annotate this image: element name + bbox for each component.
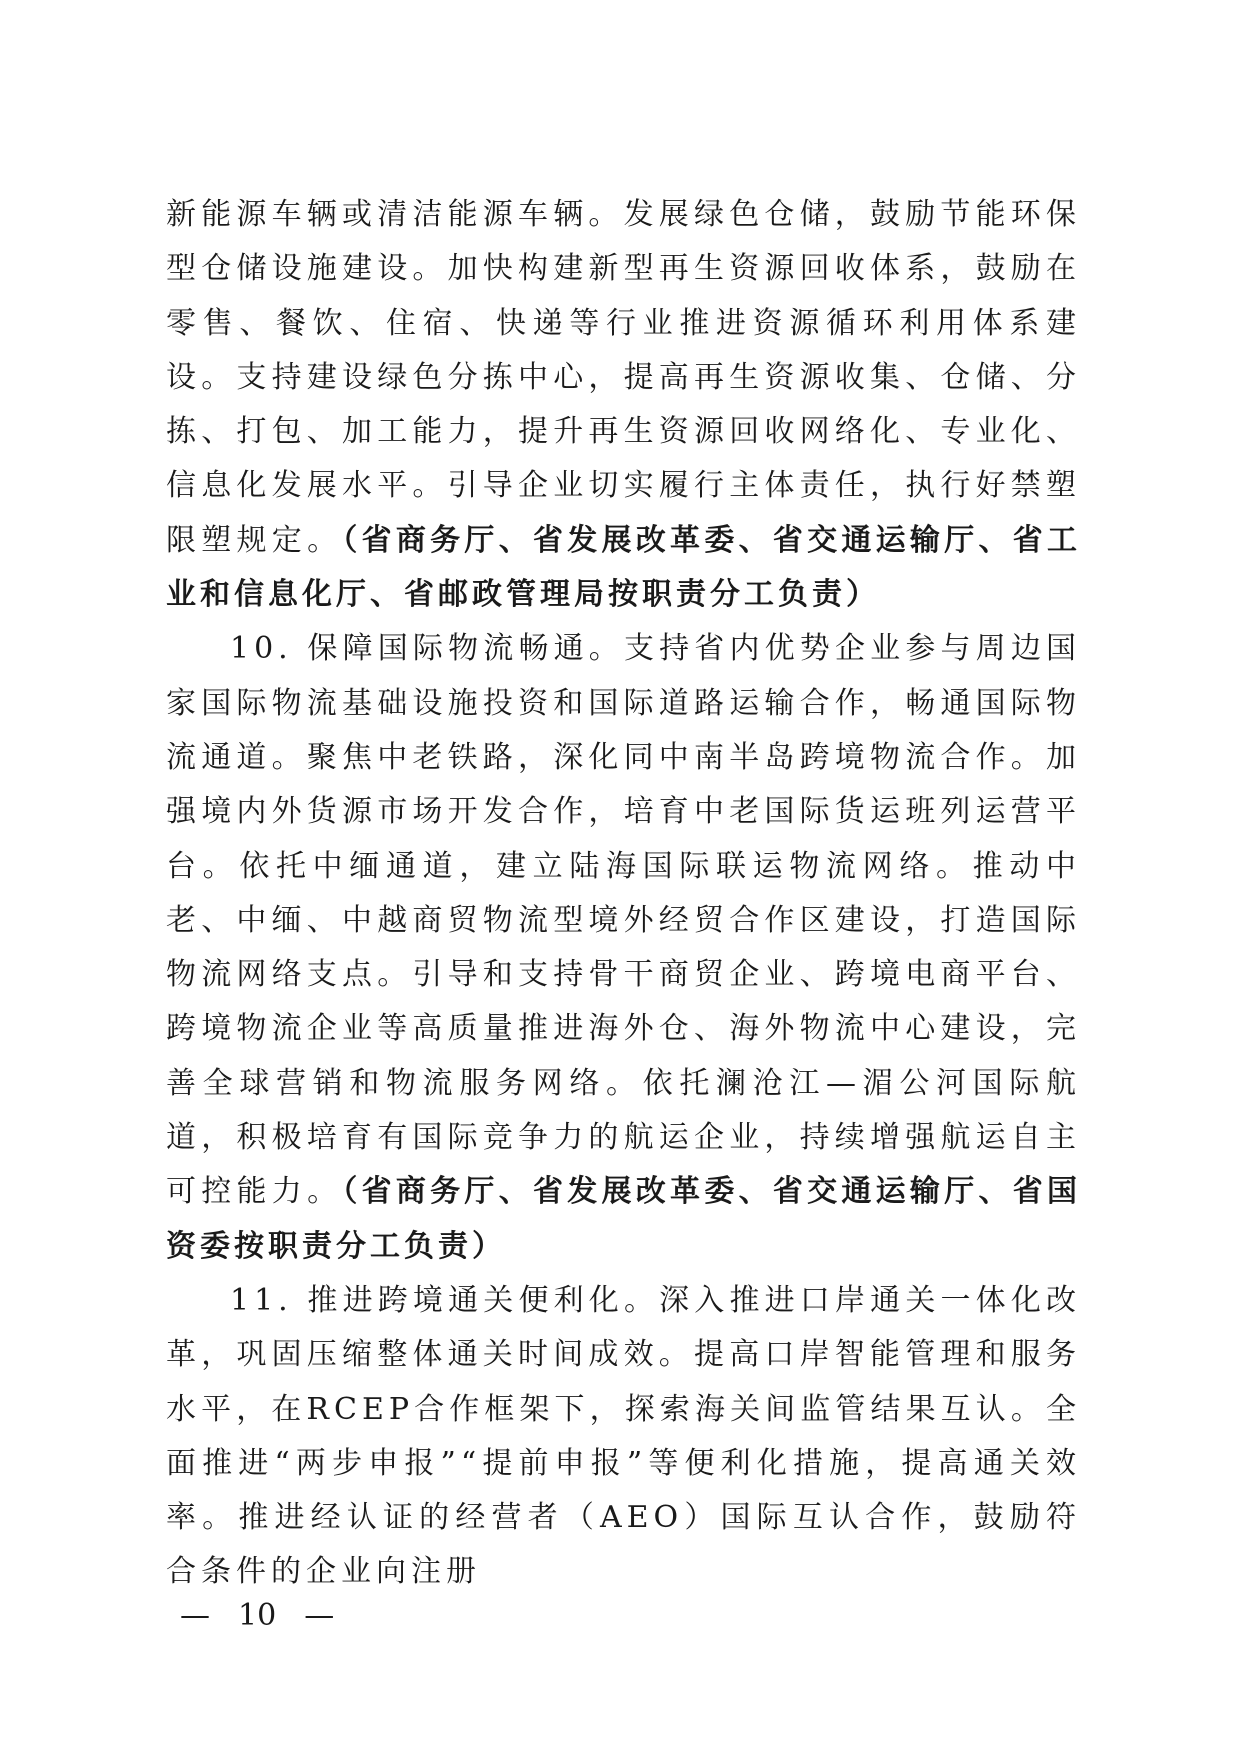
paragraph-text: 新能源车辆或清洁能源车辆。发展绿色仓储，鼓励节能环保型仓储设施建设。加快构建新型再生资源回收体系，鼓励在零售、餐饮、住宿、快递等行业推进资源循环利用体系建设。支持建设绿色分拣中心，提高再生资源收集、仓储、分拣、打包、加工能力，提升再生资源回收网络化、专业化、信息化发展水平。引导企业切实履行主体责任，执行好禁塑限塑规定。 [166,197,1081,558]
body-text [166,188,1081,1600]
paragraph-customs-clearance [166,1274,1081,1600]
page-footer [180,1598,334,1633]
paragraph-text: 10. 保障国际物流畅通。支持省内优势企业参与周边国家国际物流基础设施投资和国际道路运输合作，畅通国际物流通道。聚焦中老铁路，深化同中南半岛跨境物流合作。加强境内外货源市场开发合作，培育中老国际货运班列运营平台。依托中缅通道，建立陆海国际联运物流网络。推动中老、中缅、中越商贸物流型境外经贸合作区建设，打造国际物流网络支点。引导和支持骨干商贸企业、跨境电商平台、跨境物流企业等高质量推进海外仓、海外物流中心建设，完善全球营销和物流服务网络。依托澜沧江—湄公河国际航道，积极培育有国际竞争力的航运企业，持续增强航运自主可控能力。 [166,631,1081,1210]
footer-dash-left: — [180,1598,210,1633]
responsibility-note: （省商务厅、省发展改革委、省交通运输厅、省工业和信息化厅、省邮政管理局按职责分工负责） [166,522,1082,613]
responsibility-note: （省商务厅、省发展改革委、省交通运输厅、省国资委按职责分工负责） [166,1174,1082,1264]
footer-dash-right: — [304,1598,335,1633]
paragraph-green-logistics [166,188,1081,622]
page-number: 10 [238,1598,277,1633]
paragraph-text: 11. 推进跨境通关便利化。深入推进口岸通关一体化改革，巩固压缩整体通关时间成效。提高口岸智能管理和服务水平，在RCEP合作框架下，探索海关间监管结果互认。全面推进“两步申报”“提前申报”等便利化措施，提高通关效率。推进经认证的经营者（AEO）国际互认合作，鼓励符合条件的企业向注册 [166,1282,1081,1590]
paragraph-international-logistics [166,622,1081,1274]
